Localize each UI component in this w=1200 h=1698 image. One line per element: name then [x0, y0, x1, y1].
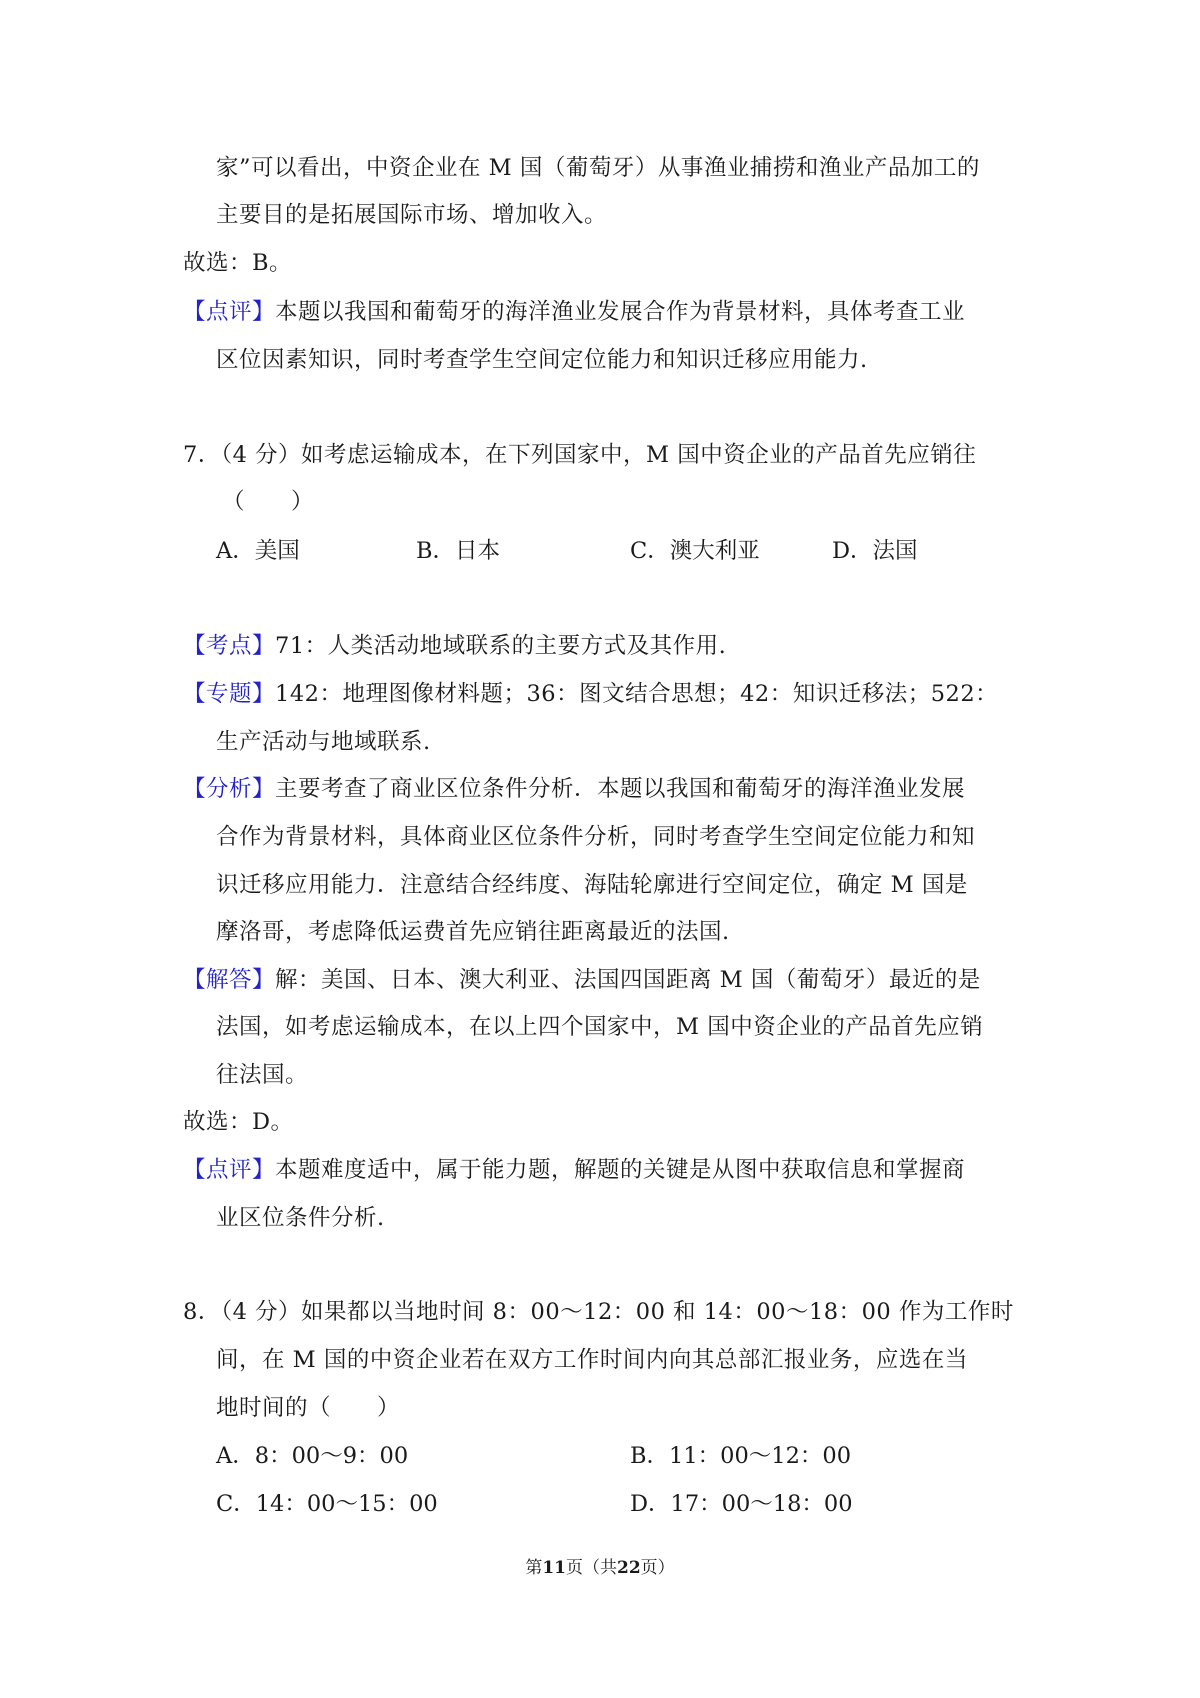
- q7-kaodian-line: [183, 631, 726, 661]
- q7-fenxi-line: 摩洛哥，考虑降低运费首先应销往距离最近的法国.: [216, 919, 730, 945]
- q7-jieda-line: 法国，如考虑运输成本，在以上四个国家中，M 国中资企业的产品首先应销: [216, 1014, 984, 1040]
- prev-answer: 故选：B。: [183, 250, 293, 276]
- q7-option-d: D．法国: [832, 538, 918, 564]
- zhuanti-tag: 【专题】: [183, 681, 276, 707]
- q8-option-c: C．14：00～15：00: [216, 1491, 438, 1517]
- review-tag: 【点评】: [183, 1157, 276, 1183]
- footer-suffix: 页）: [640, 1558, 675, 1578]
- fenxi-tag: 【分析】: [183, 776, 276, 802]
- kaodian-text: 71：人类活动地域联系的主要方式及其作用.: [275, 633, 727, 659]
- q7-stem-blank: （ ）: [222, 489, 315, 515]
- page-footer: [0, 1556, 1200, 1580]
- q8-stem: 间，在 M 国的中资企业若在双方工作时间内向其总部汇报业务，应选在当: [216, 1347, 968, 1373]
- jieda-text: 解：美国、日本、澳大利亚、法国四国距离 M 国（葡萄牙）最近的是: [275, 967, 981, 993]
- q8-option-d: D．17：00～18：00: [630, 1491, 853, 1517]
- fenxi-text: 主要考查了商业区位条件分析．本题以我国和葡萄牙的海洋渔业发展: [275, 776, 966, 802]
- q7-answer: 故选：D。: [183, 1109, 294, 1135]
- q7-review-line: [183, 1155, 965, 1185]
- q7-option-c: C．澳大利亚: [630, 538, 760, 564]
- footer-prefix: 第: [525, 1558, 543, 1578]
- q7-option-a: A．美国: [216, 538, 300, 564]
- q7-jieda-line: 往法国。: [216, 1062, 309, 1088]
- review-text: 本题以我国和葡萄牙的海洋渔业发展合作为背景材料，具体考查工业: [275, 299, 966, 325]
- q8-option-b: B．11：00～12：00: [630, 1443, 852, 1469]
- jieda-tag: 【解答】: [183, 967, 276, 993]
- q7-fenxi-line: 合作为背景材料，具体商业区位条件分析，同时考查学生空间定位能力和知: [216, 824, 976, 850]
- prev-explanation-line: 家”可以看出，中资企业在 M 国（葡萄牙）从事渔业捕捞和渔业产品加工的: [216, 155, 980, 181]
- footer-middle: 页（共: [566, 1558, 617, 1578]
- footer-page-number: 11: [542, 1558, 566, 1578]
- footer-total-pages: 22: [617, 1558, 641, 1578]
- prev-explanation-line: 主要目的是拓展国际市场、增加收入。: [216, 202, 608, 228]
- q7-fenxi-line: 识迁移应用能力．注意结合经纬度、海陆轮廓进行空间定位，确定 M 国是: [216, 872, 968, 898]
- prev-review-line: 区位因素知识，同时考查学生空间定位能力和知识迁移应用能力.: [216, 347, 868, 373]
- review-text: 本题难度适中，属于能力题，解题的关键是从图中获取信息和掌握商: [275, 1157, 966, 1183]
- q8-stem: 地时间的（ ）: [216, 1395, 401, 1421]
- q7-fenxi-line: [183, 774, 965, 804]
- review-tag: 【点评】: [183, 299, 276, 325]
- q7-jieda-line: [183, 965, 981, 995]
- q7-review-line: 业区位条件分析.: [216, 1205, 385, 1231]
- q8-option-a: A．8：00～9：00: [216, 1443, 409, 1469]
- q7-zhuanti-line: [183, 679, 998, 709]
- q8-stem: 8．（4 分）如果都以当地时间 8：00～12：00 和 14：00～18：00 作为工作时: [183, 1299, 1014, 1325]
- zhuanti-text: 142：地理图像材料题；36：图文结合思想；42：知识迁移法；522：: [275, 681, 999, 707]
- q7-zhuanti-line: 生产活动与地域联系.: [216, 729, 431, 755]
- prev-review-line: [183, 297, 965, 327]
- q7-option-b: B．日本: [416, 538, 501, 564]
- kaodian-tag: 【考点】: [183, 633, 276, 659]
- q7-stem: 7．（4 分）如考虑运输成本，在下列国家中，M 国中资企业的产品首先应销往: [183, 442, 977, 468]
